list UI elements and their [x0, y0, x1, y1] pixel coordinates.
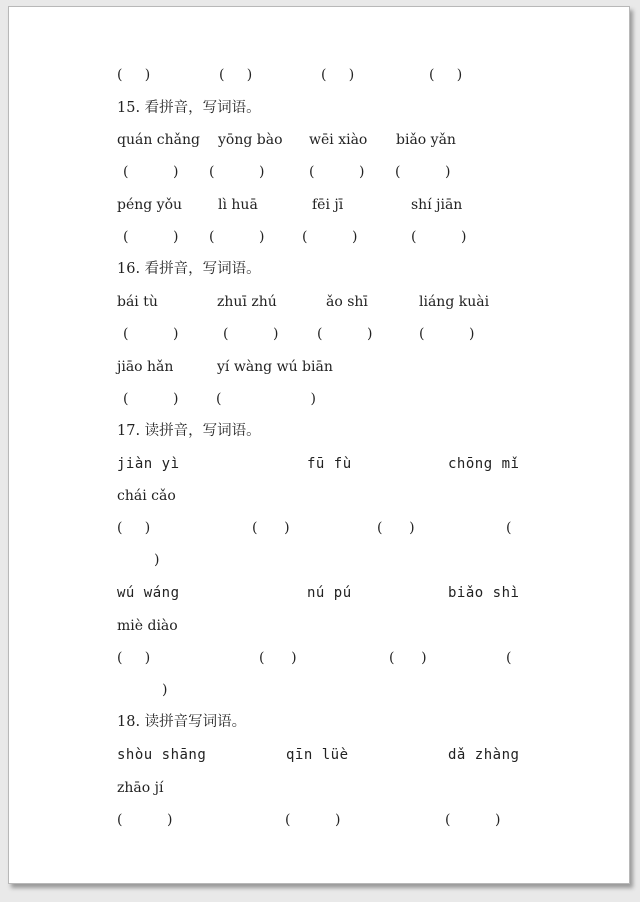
pinyin-item: wú wáng: [117, 585, 180, 601]
pinyin-item: zhuī zhú: [217, 294, 277, 310]
question-15-heading: 15. 看拼音，写词语。: [117, 100, 261, 116]
answer-blank: ( ): [123, 326, 179, 342]
answer-blank: ( ): [302, 229, 358, 245]
answer-blank: ( ): [123, 391, 179, 407]
answer-blank: ( ): [117, 520, 151, 536]
pinyin-item: chōng mǐ: [448, 456, 520, 472]
answer-blank: ( ): [252, 520, 290, 536]
pinyin-item: shí jiān: [411, 197, 463, 213]
answer-blank-wrap: ): [154, 552, 160, 568]
pinyin-item: fū fù: [307, 456, 352, 472]
answer-blank: ( ): [117, 67, 151, 83]
answer-blank: ( ): [117, 650, 151, 666]
answer-blank: ( ): [223, 326, 279, 342]
answer-blank: ( ): [216, 391, 316, 407]
worksheet-page: [8, 6, 630, 884]
answer-blank: ( ): [429, 67, 463, 83]
answer-blank: (: [506, 520, 512, 536]
answer-blank: (: [506, 650, 512, 666]
pinyin-item: miè diào: [117, 618, 178, 634]
answer-blank: ( ): [209, 229, 265, 245]
answer-blank: ( ): [411, 229, 467, 245]
answer-blank: ( ): [309, 164, 365, 180]
answer-blank: ( ): [209, 164, 265, 180]
answer-blank: ( ): [117, 812, 173, 828]
answer-blank: ( ): [377, 520, 415, 536]
pinyin-item: dǎ zhàng: [448, 747, 520, 763]
pinyin-item: shòu shāng: [117, 747, 207, 763]
pinyin-item: yí wàng wú biān: [217, 359, 333, 375]
answer-blank: ( ): [123, 164, 179, 180]
answer-blank: ( ): [389, 650, 427, 666]
pinyin-item: nú pú: [307, 585, 352, 601]
pinyin-item: yōng bào: [218, 132, 283, 148]
question-16-heading: 16. 看拼音，写词语。: [117, 261, 261, 277]
pinyin-item: wēi xiào: [309, 132, 368, 148]
pinyin-item: péng yǒu: [117, 197, 183, 213]
question-17-heading: 17. 读拼音，写词语。: [117, 423, 261, 439]
question-18-heading: 18. 读拼音写词语。: [117, 714, 247, 730]
pinyin-item: zhāo jí: [117, 780, 164, 796]
answer-blank: ( ): [321, 67, 355, 83]
answer-blank: ( ): [419, 326, 475, 342]
answer-blank: ( ): [445, 812, 501, 828]
pinyin-item: liáng kuài: [419, 294, 490, 310]
answer-blank: ( ): [395, 164, 451, 180]
answer-blank: ( ): [123, 229, 179, 245]
pinyin-item: ǎo shī: [326, 294, 368, 310]
answer-blank: ( ): [259, 650, 297, 666]
answer-blank-wrap: ): [162, 682, 168, 698]
pinyin-item: chái cǎo: [117, 488, 176, 504]
answer-blank: ( ): [317, 326, 373, 342]
pinyin-item: qīn lüè: [286, 747, 349, 763]
pinyin-item: lì huā: [218, 197, 258, 213]
pinyin-item: jiāo hǎn: [117, 359, 174, 375]
pinyin-item: jiàn yì: [117, 456, 180, 472]
answer-blank: ( ): [285, 812, 341, 828]
answer-blank: ( ): [219, 67, 253, 83]
pinyin-item: bái tù: [117, 294, 158, 310]
pinyin-item: quán chǎng: [117, 132, 200, 148]
pinyin-item: biǎo shì: [448, 585, 520, 601]
pinyin-item: fēi jī: [312, 197, 344, 213]
pinyin-item: biǎo yǎn: [396, 132, 456, 148]
